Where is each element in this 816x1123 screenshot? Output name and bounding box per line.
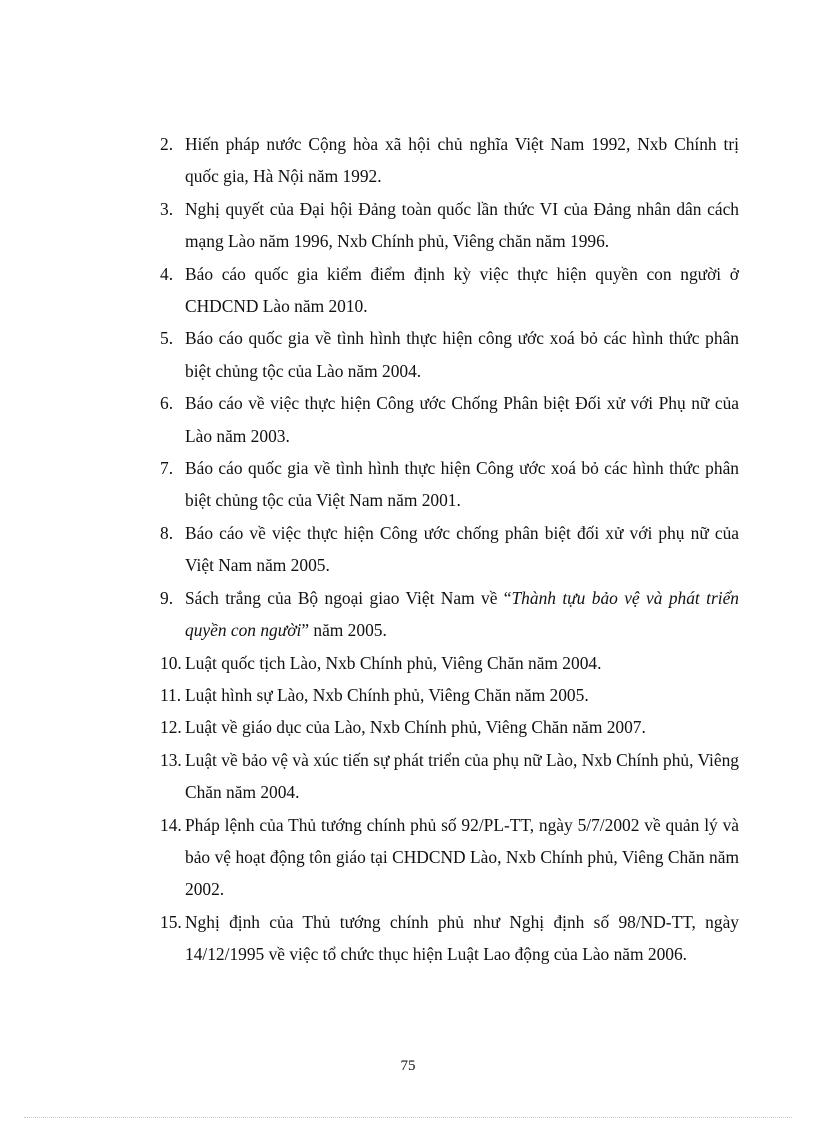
reference-text: Nghị quyết của Đại hội Đảng toàn quốc lần thức VI của Đảng nhân dân cách mạng Lào năm 1996, Nxb Chính phủ, Viêng chăn năm 1996. xyxy=(185,198,739,252)
reference-text: Pháp lệnh của Thủ tướng chính phủ số 92/PL-TT, ngày 5/7/2002 về quản lý và bảo vệ hoạt động tôn giáo tại CHDCND Lào, Nxb Chính phủ, Viêng Chăn năm 2002. xyxy=(185,814,739,900)
reference-item xyxy=(160,322,739,387)
reference-item xyxy=(160,452,739,517)
page-number: 75 xyxy=(400,1058,416,1074)
reference-text: Báo cáo quốc gia về tình hình thực hiện Công ước xoá bỏ các hình thức phân biệt chủng tộc của Việt Nam năm 2001. xyxy=(185,458,739,511)
reference-text: Luật hình sự Lào, Nxb Chính phủ, Viêng Chăn năm 2005. xyxy=(185,684,589,705)
reference-item xyxy=(160,647,739,679)
reference-item xyxy=(160,582,739,647)
reference-item xyxy=(160,387,739,452)
reference-number: 9. xyxy=(160,587,174,608)
reference-text: Hiến pháp nước Cộng hòa xã hội chủ nghĩa Việt Nam 1992, Nxb Chính trị quốc gia, Hà Nội năm 1992. xyxy=(185,134,739,187)
reference-number: 10. xyxy=(160,652,182,673)
reference-text: Luật về bảo vệ và xúc tiến sự phát triển của phụ nữ Lào, Nxb Chính phủ, Viêng Chăn năm 2004. xyxy=(185,749,739,803)
reference-item xyxy=(160,258,739,323)
reference-number: 6. xyxy=(160,393,174,414)
reference-text: Báo cáo về việc thực hiện Công ước Chống Phân biệt Đối xử với Phụ nữ của Lào năm 2003. xyxy=(185,393,739,446)
reference-text: Báo cáo quốc gia kiểm điểm định kỳ việc thực hiện quyền con người ở CHDCND Lào năm 2010. xyxy=(185,263,739,317)
reference-text-before: Sách trắng của Bộ ngoại giao Việt Nam về “ xyxy=(185,587,512,608)
reference-item xyxy=(160,809,739,906)
reference-number: 15. xyxy=(160,911,182,932)
reference-item xyxy=(160,744,739,809)
reference-item xyxy=(160,906,739,971)
reference-number: 11. xyxy=(160,684,182,705)
reference-number: 14. xyxy=(160,814,182,835)
reference-item xyxy=(160,517,739,582)
reference-item xyxy=(160,128,739,193)
reference-text-after: ” năm 2005. xyxy=(301,620,387,641)
reference-item xyxy=(160,193,739,258)
reference-text: Luật quốc tịch Lào, Nxb Chính phủ, Viêng Chăn năm 2004. xyxy=(185,652,602,673)
reference-number: 4. xyxy=(160,263,174,284)
reference-number: 12. xyxy=(160,717,182,738)
reference-list xyxy=(160,128,739,971)
reference-text: Luật về giáo dục của Lào, Nxb Chính phủ, Viêng Chăn năm 2007. xyxy=(185,717,646,738)
reference-text: Nghị định của Thủ tướng chính phủ như Nghị định số 98/ND-TT, ngày 14/12/1995 về việc tổ chức thục hiện Luật Lao động của Lào năm 2006. xyxy=(185,911,739,965)
reference-title-italic: Thành tựu bảo vệ và phát triển quyền con người xyxy=(185,587,739,641)
reference-number: 13. xyxy=(160,749,182,770)
page-bottom-divider xyxy=(24,1117,792,1118)
reference-text: Báo cáo quốc gia về tình hình thực hiện công ước xoá bỏ các hình thức phân biệt chủng tộc của Lào năm 2004. xyxy=(185,328,739,381)
reference-number: 7. xyxy=(160,458,174,479)
reference-text xyxy=(185,582,739,647)
reference-item xyxy=(160,711,739,743)
reference-number: 5. xyxy=(160,328,174,349)
reference-number: 2. xyxy=(160,134,174,154)
reference-item xyxy=(160,679,739,711)
reference-number: 3. xyxy=(160,198,174,219)
reference-number: 8. xyxy=(160,522,174,543)
reference-text: Báo cáo về việc thực hiện Công ước chống phân biệt đối xử với phụ nữ của Việt Nam năm 2005. xyxy=(185,522,739,576)
